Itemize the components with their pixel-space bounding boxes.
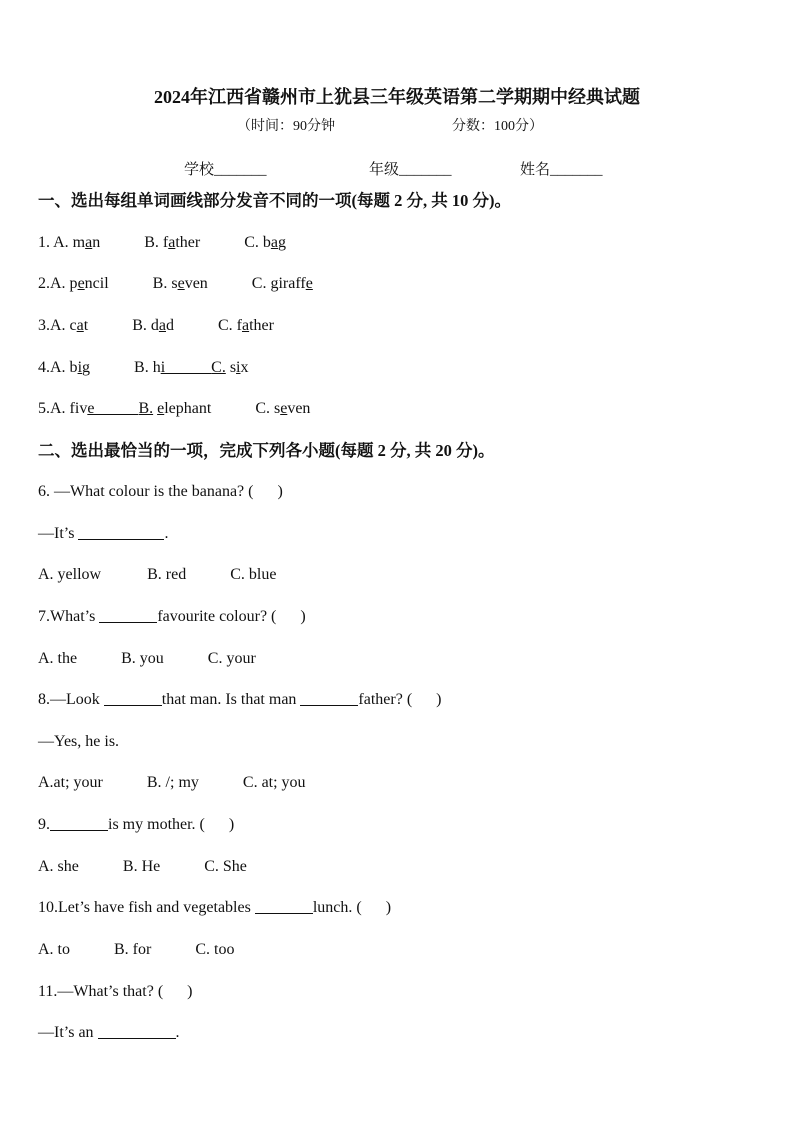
question-6-answer: —It’s .	[38, 525, 169, 542]
question-9: 9. is my mother. ( )	[38, 816, 235, 833]
question-9-options: A. she B. He C. She	[38, 858, 247, 875]
question-7-options: A. the B. you C. your	[38, 650, 256, 667]
question-8: 8.—Look that man. Is that man father? ( )	[38, 691, 442, 708]
question-2: 2.A. pencil B. seven C. giraffe	[38, 275, 313, 292]
exam-title: 2024年江西省赣州市上犹县三年级英语第二学期期中经典试题	[154, 87, 640, 107]
name-field: 姓名_______	[520, 162, 603, 178]
question-4: 4.A. big B. hi C. six	[38, 359, 249, 376]
question-7: 7.What’s favourite colour? ( )	[38, 608, 306, 625]
question-10: 10.Let’s have fish and vegetables lunch. ( )	[38, 899, 392, 916]
question-8-options: A.at; your B. /; my C. at; you	[38, 774, 306, 791]
section1-heading: 一、选出每组单词画线部分发音不同的一项(每题 2 分, 共 10 分)。	[38, 191, 511, 210]
question-8-answer: —Yes, he is.	[38, 733, 120, 750]
section2-heading: 二、选出最恰当的一项，完成下列各小题(每题 2 分, 共 20 分)。	[38, 441, 495, 460]
question-1: 1. A. man B. father C. bag	[38, 234, 286, 251]
question-11: 11.—What’s that? ( )	[38, 983, 193, 1000]
exam-score: 分数：100分）	[452, 119, 543, 134]
grade-field: 年级_______	[369, 162, 452, 178]
question-6: 6. —What colour is the banana? ( )	[38, 483, 283, 500]
question-10-options: A. to B. for C. too	[38, 941, 235, 958]
question-5: 5.A. five B. elephant C. seven	[38, 400, 311, 417]
question-6-options: A. yellow B. red C. blue	[38, 566, 277, 583]
school-field: 学校_______	[184, 162, 267, 178]
question-11-answer: —It’s an .	[38, 1024, 180, 1041]
question-3: 3.A. cat B. dad C. father	[38, 317, 274, 334]
exam-time: （时间：90分钟	[237, 119, 335, 134]
